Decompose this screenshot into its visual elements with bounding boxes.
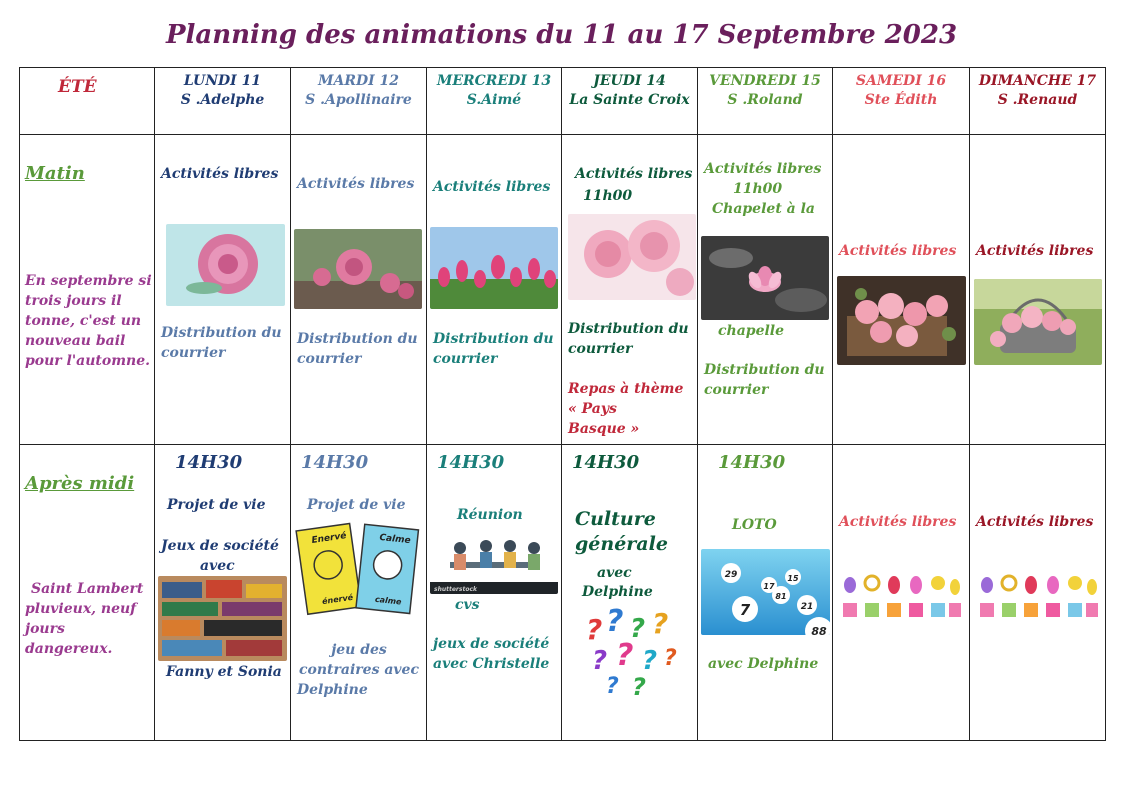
- page-title: Planning des animations du 11 au 17 Septembre 2023: [165, 20, 958, 50]
- text-line: avec Christelle: [433, 656, 550, 672]
- day-name: LUNDI 11: [183, 73, 262, 89]
- activity-text: Delphine: [582, 584, 653, 600]
- mail-line: courrier: [433, 351, 498, 367]
- text-line: Culture: [575, 508, 656, 530]
- saint-name: S.Aimé: [466, 92, 522, 108]
- time-text: 14H30: [175, 452, 243, 473]
- ball-number: 21: [800, 602, 814, 612]
- activity-text: Activités libres: [839, 514, 957, 530]
- morning-wednesday: [427, 135, 562, 445]
- header-tuesday: [291, 68, 427, 135]
- activity-text: Activités libres: [976, 243, 1094, 259]
- saint-name: La Sainte Croix: [569, 92, 690, 108]
- activity-text: Projet de vie: [167, 497, 266, 513]
- mail-line: courrier: [161, 345, 226, 361]
- ball-number: 29: [724, 570, 738, 580]
- proverb-line: nouveau bail: [25, 333, 126, 349]
- mail-text: [433, 329, 554, 369]
- saint-name: S .Apollinaire: [305, 92, 412, 108]
- flower-pots-image: [974, 563, 1102, 623]
- activity-text: Activités libres: [433, 179, 551, 195]
- activity-text: Projet de vie: [307, 497, 406, 513]
- proverb-line: Saint Lambert: [31, 581, 144, 597]
- morning-saturday: [833, 135, 970, 445]
- morning-label-cell: [20, 135, 155, 445]
- mail-line: Distribution du: [433, 331, 554, 347]
- activity-text: Activités libres: [839, 243, 957, 259]
- meeting-image: [430, 528, 558, 594]
- svg-text:?: ?: [592, 646, 608, 676]
- header-sunday: [970, 68, 1106, 135]
- proverb-line: pluvieux, neuf: [25, 601, 137, 617]
- header-monday: [155, 68, 291, 135]
- saint-name: Ste Édith: [864, 92, 938, 108]
- activity-text: [297, 640, 421, 700]
- svg-text:?: ?: [642, 646, 658, 676]
- time-text: 14H30: [718, 452, 786, 473]
- morning-label: Matin: [25, 163, 85, 184]
- activity-text: Fanny et Sonia: [166, 664, 282, 680]
- proverb-line: jours: [25, 621, 65, 637]
- morning-monday: [155, 135, 291, 445]
- text-line: jeu des: [331, 642, 387, 658]
- time-text: 14H30: [572, 452, 640, 473]
- text-line: contraires avec: [299, 662, 419, 678]
- text-line: générale: [575, 533, 668, 555]
- mail-text: [161, 323, 282, 363]
- mail-line: Distribution du: [568, 321, 689, 337]
- afternoon-row: [20, 445, 1106, 741]
- svg-text:?: ?: [664, 646, 677, 671]
- meal-text: [568, 379, 683, 439]
- mail-line: Distribution du: [297, 331, 418, 347]
- ball-number: 17: [763, 582, 775, 591]
- svg-text:?: ?: [630, 614, 646, 644]
- mail-line: courrier: [568, 341, 633, 357]
- roses-image: [294, 229, 422, 309]
- image-caption: shutterstock: [434, 586, 477, 593]
- activity-text: [575, 507, 668, 557]
- morning-thursday: [562, 135, 698, 445]
- morning-row: [20, 135, 1106, 445]
- header-wednesday: [427, 68, 562, 135]
- emotion-cards-image: [294, 521, 422, 618]
- proverb-line: trois jours il: [25, 293, 122, 309]
- morning-proverb: [25, 271, 152, 371]
- schedule-table: [19, 67, 1106, 741]
- header-saturday: [833, 68, 970, 135]
- proverb-line: En septembre si: [25, 273, 152, 289]
- text-line: jeux de société: [433, 636, 550, 652]
- saint-name: S .Roland: [727, 92, 803, 108]
- day-name: JEUDI 14: [593, 73, 666, 89]
- lotus-image: [701, 236, 829, 320]
- header-row: [20, 68, 1106, 135]
- svg-text:?: ?: [586, 613, 603, 646]
- ball-number: 81: [775, 592, 787, 601]
- proverb-line: dangereux.: [25, 641, 113, 657]
- chapelet-text: Chapelet à la: [712, 201, 815, 217]
- activity-text: avec: [597, 565, 632, 581]
- time-text: 14H30: [437, 452, 505, 473]
- svg-text:?: ?: [652, 607, 669, 640]
- mail-line: Distribution du: [704, 362, 825, 378]
- loto-balls-image: [701, 549, 830, 635]
- afternoon-friday: [698, 445, 833, 741]
- roses-crate-image: [837, 276, 966, 365]
- saint-name: S .Adelphe: [180, 92, 265, 108]
- time-text: 11h00: [733, 181, 783, 197]
- afternoon-wednesday: [427, 445, 562, 741]
- header-friday: [698, 68, 833, 135]
- text-line: Delphine: [297, 682, 368, 698]
- day-name: SAMEDI 16: [855, 73, 947, 89]
- season-cell: [20, 68, 155, 135]
- activity-text: Activités libres: [161, 166, 279, 182]
- svg-text:?: ?: [606, 604, 624, 639]
- header-thursday: [562, 68, 698, 135]
- saint-name: S .Renaud: [997, 92, 1078, 108]
- activity-text: [433, 634, 549, 674]
- card-text: Calme: [378, 532, 412, 547]
- day-name: VENDREDI 15: [709, 73, 821, 89]
- rose-image: [166, 224, 285, 306]
- activity-text: avec Delphine: [708, 656, 819, 672]
- day-name: DIMANCHE 17: [978, 73, 1097, 89]
- mail-line: courrier: [297, 351, 362, 367]
- svg-text:?: ?: [606, 674, 619, 699]
- carnation-image: [568, 214, 696, 300]
- day-name: MARDI 12: [317, 73, 400, 89]
- svg-text:?: ?: [616, 638, 634, 673]
- mail-text: [568, 319, 689, 359]
- tulips-image: [430, 227, 558, 309]
- afternoon-tuesday: [291, 445, 427, 741]
- time-text: 11h00: [583, 188, 633, 204]
- mail-line: courrier: [704, 382, 769, 398]
- morning-tuesday: [291, 135, 427, 445]
- proverb-line: tonne, c'est un: [25, 313, 142, 329]
- ball-number: 15: [787, 574, 799, 583]
- activity-text: LOTO: [732, 517, 777, 533]
- afternoon-monday: [155, 445, 291, 741]
- mail-text: [297, 329, 418, 369]
- meal-line: « Pays: [568, 401, 617, 417]
- activity-text: Activités libres: [976, 514, 1094, 530]
- afternoon-label-cell: [20, 445, 155, 741]
- card-text: énervé: [321, 592, 354, 607]
- afternoon-proverb: [25, 579, 143, 659]
- mail-line: Distribution du: [161, 325, 282, 341]
- activity-text: cvs: [455, 597, 480, 613]
- activity-text: Activités libres: [297, 176, 415, 192]
- afternoon-sunday: [970, 445, 1106, 741]
- morning-friday: [698, 135, 833, 445]
- activity-text: Activités libres: [704, 161, 822, 177]
- roses-basket-image: [974, 279, 1102, 365]
- morning-sunday: [970, 135, 1106, 445]
- afternoon-thursday: [562, 445, 698, 741]
- card-text: calme: [374, 594, 402, 607]
- question-marks-image: [580, 603, 684, 701]
- afternoon-label: Après midi: [25, 473, 135, 494]
- afternoon-saturday: [833, 445, 970, 741]
- ball-number: 88: [811, 625, 827, 635]
- board-games-image: [158, 576, 287, 661]
- svg-text:?: ?: [632, 673, 646, 701]
- ball-number: 7: [739, 601, 751, 619]
- meal-line: Basque »: [568, 421, 640, 437]
- activity-text: avec: [200, 558, 235, 574]
- time-text: 14H30: [301, 452, 369, 473]
- activity-text: Activités libres: [575, 166, 693, 182]
- activity-text: Jeux de société: [161, 538, 279, 554]
- card-text: Enervé: [310, 531, 348, 546]
- activity-text: Réunion: [457, 507, 523, 523]
- chapelle-text: chapelle: [718, 323, 785, 339]
- mail-text: [704, 360, 825, 400]
- day-name: MERCREDI 13: [436, 73, 552, 89]
- meal-line: Repas à thème: [568, 381, 684, 397]
- season-label: ÉTÉ: [58, 77, 97, 97]
- flower-pots-image: [837, 563, 965, 623]
- proverb-line: pour l'automne.: [25, 353, 150, 369]
